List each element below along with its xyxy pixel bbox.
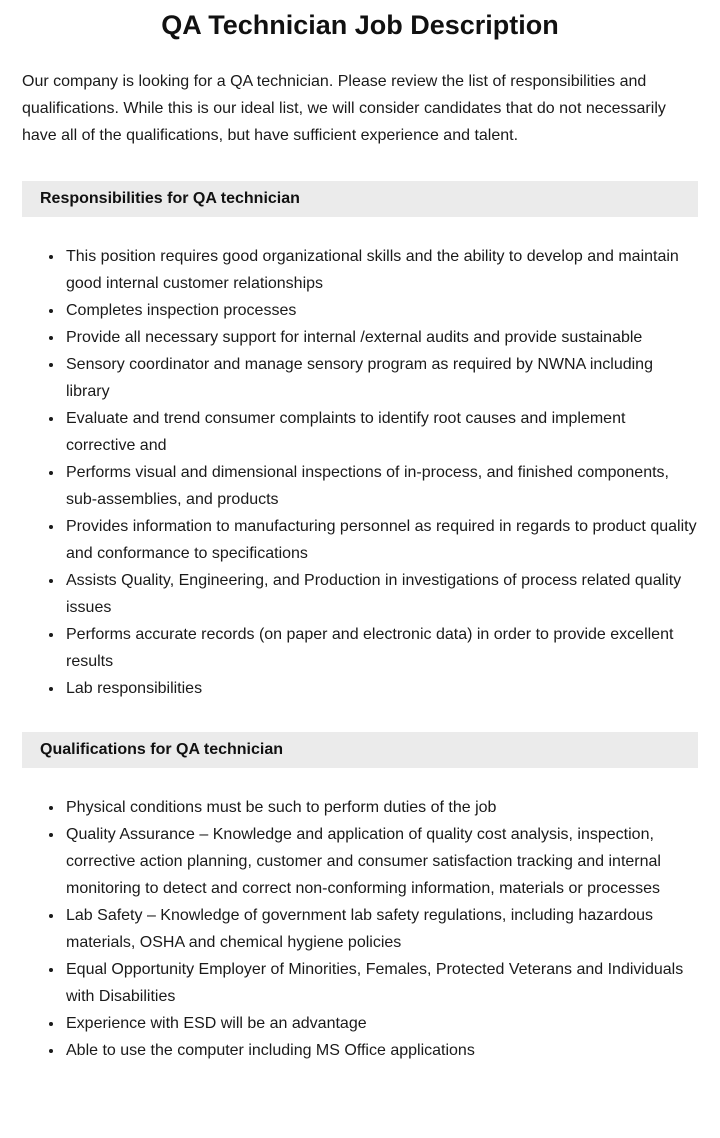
intro-paragraph: Our company is looking for a QA technician. Please review the list of responsibilities and qualifications. While this is our ideal list, we will consider candidates that do not necessarily have all of the qualifications, but have sufficient experience and talent. [22,73,666,144]
list-item: • Assists Quality, Engineering, and Production in investigations of process related quality issues [64,567,698,621]
list-item: • Able to use the computer including MS Office applications [64,1037,698,1064]
list-item: • Sensory coordinator and manage sensory program as required by NWNA including library [64,351,698,405]
qualifications-section-heading: Qualifications for QA technician [22,732,698,768]
list-item: • Provide all necessary support for internal /external audits and provide sustainable [64,324,698,351]
list-item: • Provides information to manufacturing personnel as required in regards to product quality and conformance to specifications [64,513,698,567]
list-item: • Performs visual and dimensional inspections of in-process, and finished components, sub-assemblies, and products [64,459,698,513]
list-item: • Equal Opportunity Employer of Minorities, Females, Protected Veterans and Individuals with Disabilities [64,956,698,1010]
list-item: • Quality Assurance – Knowledge and application of quality cost analysis, inspection, corrective action planning, customer and consumer satisfaction tracking and internal monitoring to detect and correct non-conforming information, materials or processes [64,821,698,902]
responsibilities-section-heading: Responsibilities for QA technician [22,181,698,217]
list-item: • Lab Safety – Knowledge of government lab safety regulations, including hazardous materials, OSHA and chemical hygiene policies [64,902,698,956]
list-item: • This position requires good organizational skills and the ability to develop and maintain good internal customer relationships [64,243,698,297]
section-qualifications [22,732,698,1064]
list-item: • Completes inspection processes [64,297,698,324]
list-item: • Performs accurate records (on paper and electronic data) in order to provide excellent results [64,621,698,675]
list-item: • Physical conditions must be such to perform duties of the job [64,794,698,821]
responsibilities-list [22,243,698,702]
list-item: • Evaluate and trend consumer complaints to identify root causes and implement corrective and [64,405,698,459]
section-responsibilities [22,181,698,702]
qualifications-list [22,794,698,1064]
list-item: • Experience with ESD will be an advantage [64,1010,698,1037]
page-title: QA Technician Job Description [161,10,559,40]
list-item: • Lab responsibilities [64,675,698,702]
